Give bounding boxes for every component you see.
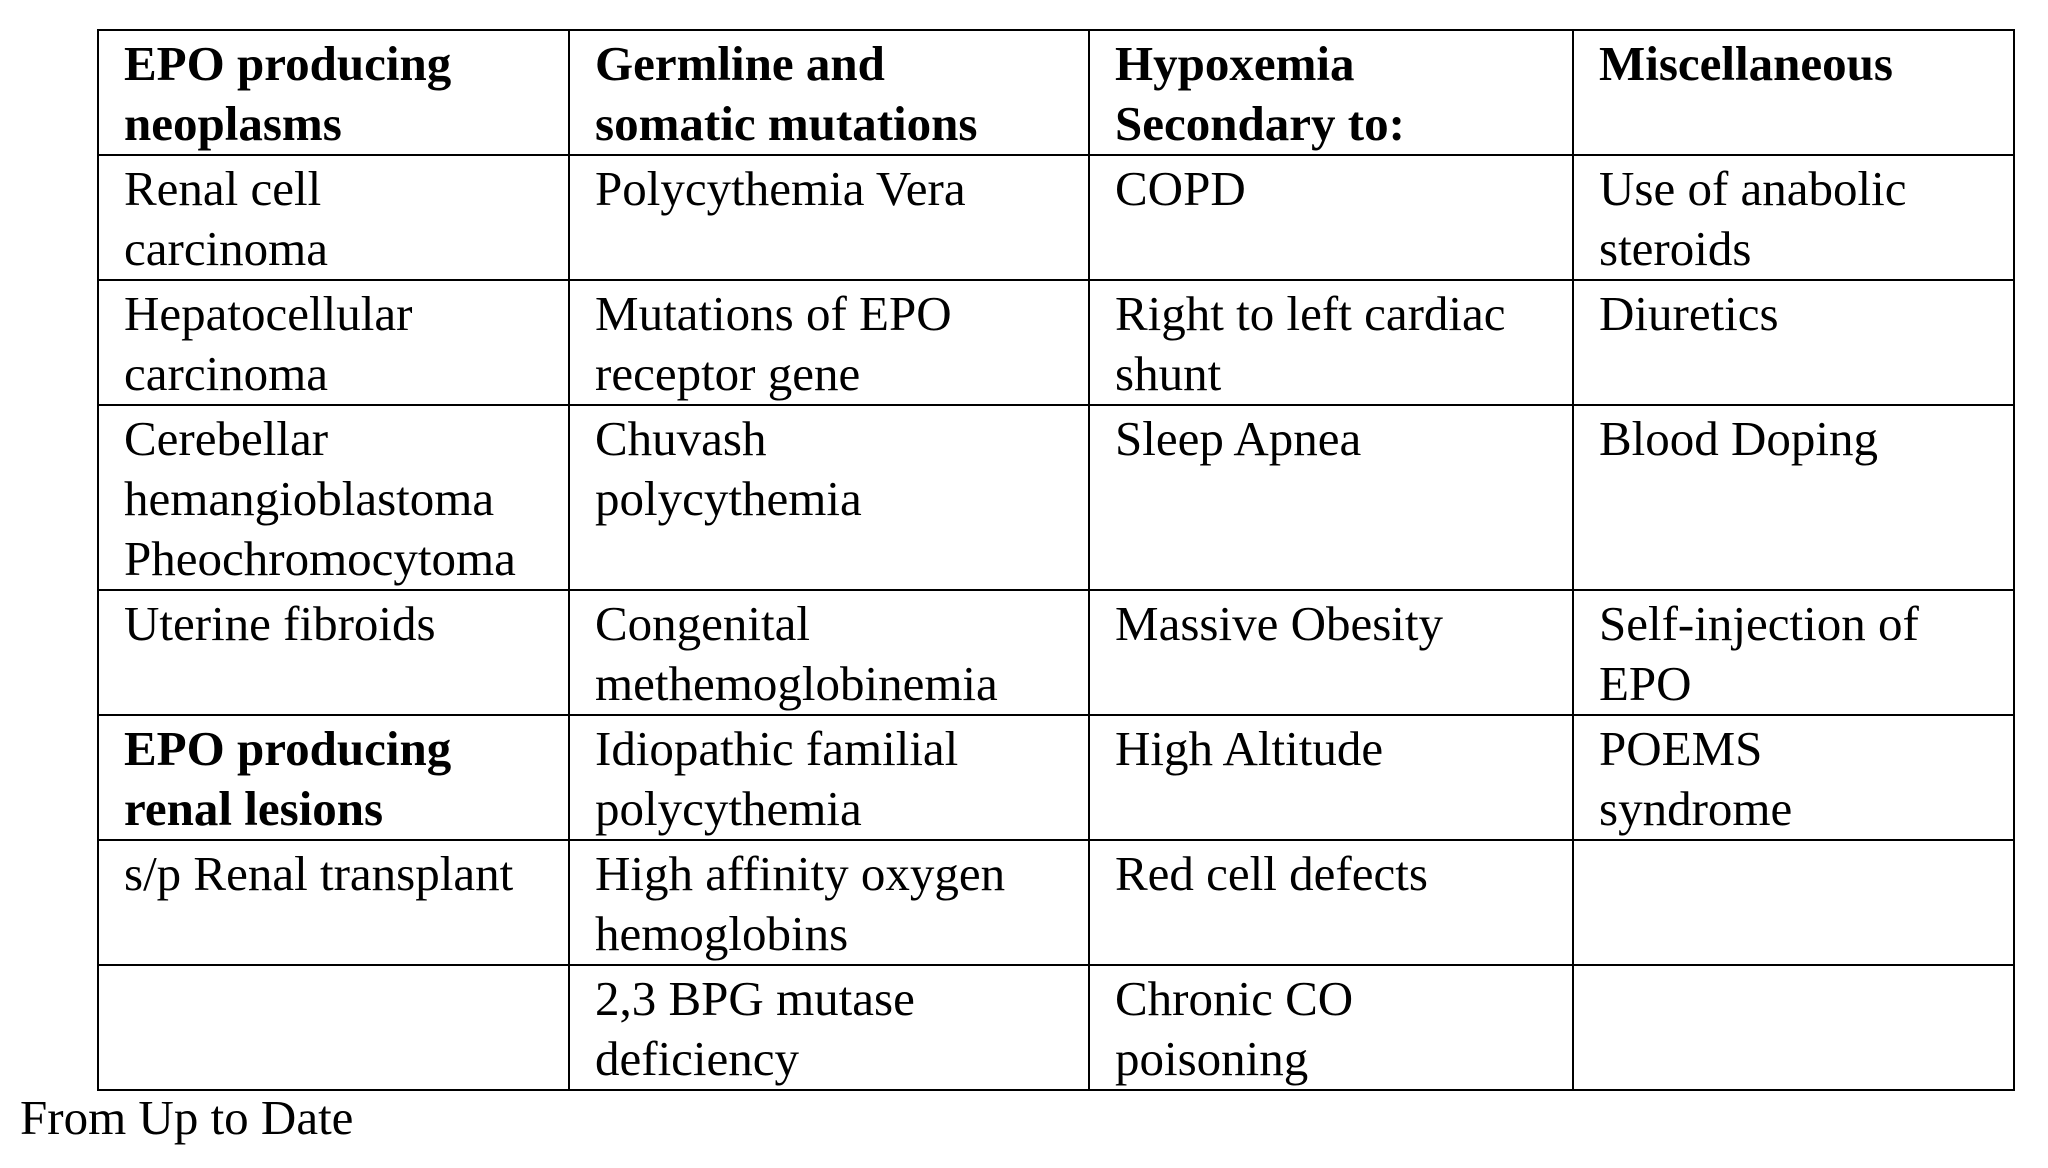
table-row: [98, 280, 2014, 405]
table-cell: Polycythemia Vera: [569, 155, 1089, 280]
table-row: [98, 590, 2014, 715]
table-cell: s/p Renal transplant: [98, 840, 569, 965]
table-cell: Massive Obesity: [1089, 590, 1573, 715]
source-caption: From Up to Date: [20, 1090, 354, 1145]
table-cell: Idiopathic familial polycythemia: [569, 715, 1089, 840]
table-row: [98, 965, 2014, 1090]
table-cell: [98, 965, 569, 1090]
table-cell: COPD: [1089, 155, 1573, 280]
header-cell: EPO producing neoplasms: [98, 30, 569, 155]
table-cell: Self-injection of EPO: [1573, 590, 2014, 715]
header-cell: Germline and somatic mutations: [569, 30, 1089, 155]
table-header-row: [98, 30, 2014, 155]
table-cell: Blood Doping: [1573, 405, 2014, 590]
table-row: [98, 715, 2014, 840]
table-cell: Congenital methemoglobinemia: [569, 590, 1089, 715]
table-cell: Mutations of EPO receptor gene: [569, 280, 1089, 405]
header-cell: Miscellaneous: [1573, 30, 2014, 155]
table-cell: Hepatocellular carcinoma: [98, 280, 569, 405]
causes-table: [97, 29, 2015, 1091]
table-row: [98, 840, 2014, 965]
table-cell: Chuvash polycythemia: [569, 405, 1089, 590]
table-cell: Use of anabolic steroids: [1573, 155, 2014, 280]
table-cell: High affinity oxygen hemoglobins: [569, 840, 1089, 965]
table-cell: Diuretics: [1573, 280, 2014, 405]
table-cell: Sleep Apnea: [1089, 405, 1573, 590]
table-cell: POEMS syndrome: [1573, 715, 2014, 840]
table-cell: Right to left cardiac shunt: [1089, 280, 1573, 405]
subheading-cell: EPO producing renal lesions: [98, 715, 569, 840]
table-cell: Chronic CO poisoning: [1089, 965, 1573, 1090]
table-cell: Cerebellar hemangioblastoma Pheochromocytoma: [98, 405, 569, 590]
table-cell: [1573, 840, 2014, 965]
table-row: [98, 405, 2014, 590]
table-cell: Red cell defects: [1089, 840, 1573, 965]
table-cell: Uterine fibroids: [98, 590, 569, 715]
table-cell: 2,3 BPG mutase deficiency: [569, 965, 1089, 1090]
table-cell: Renal cell carcinoma: [98, 155, 569, 280]
table-cell: [1573, 965, 2014, 1090]
table-row: [98, 155, 2014, 280]
header-cell: Hypoxemia Secondary to:: [1089, 30, 1573, 155]
table-cell: High Altitude: [1089, 715, 1573, 840]
